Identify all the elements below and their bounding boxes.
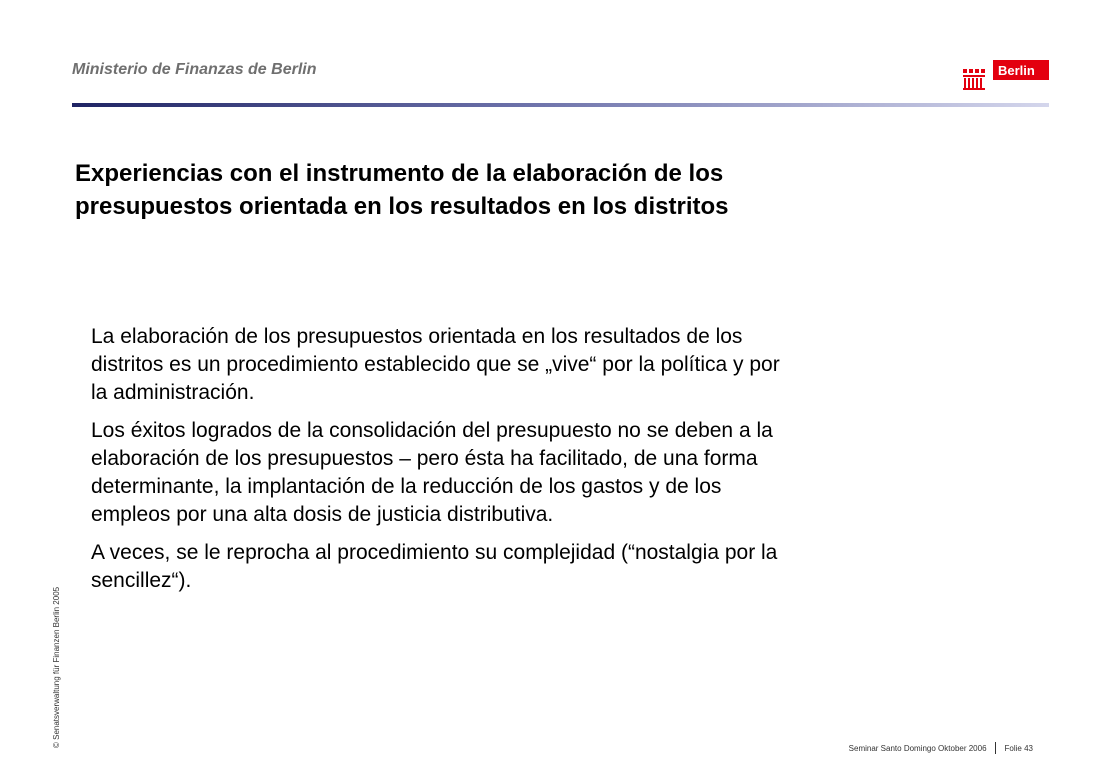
footer-divider — [995, 742, 996, 754]
side-copyright: © Senatsverwaltung für Finanzen Berlin 2005 — [52, 586, 61, 748]
paragraph-line: A veces, se le reprocha al procedimiento su complejidad (“nostalgia por la — [91, 541, 778, 564]
paragraph-line: determinante, la implantación de la reducción de los gastos y de los — [91, 475, 722, 498]
paragraph-line: distritos es un procedimiento establecido que se „vive“ por la política y por — [91, 353, 780, 376]
paragraph-line: sencillez“). — [91, 569, 192, 592]
paragraph-line: La elaboración de los presupuestos orientada en los resultados de los — [91, 325, 743, 348]
bear-emblem-icon — [963, 69, 985, 90]
body-paragraph — [91, 539, 991, 595]
paragraph-line: Los éxitos logrados de la consolidación del presupuesto no se deben a la — [91, 419, 773, 442]
logo-wordmark: Berlin — [998, 63, 1035, 78]
slide-body — [91, 323, 991, 605]
paragraph-line: la administración. — [91, 381, 255, 404]
header-rule — [72, 103, 1049, 107]
body-paragraph — [91, 417, 991, 529]
footer — [849, 742, 1033, 754]
slide-title-line: Experiencias con el instrumento de la elaboración de los — [75, 160, 724, 187]
slide-title — [75, 157, 975, 223]
slide-title-line: presupuestos orientada en los resultados en los distritos — [75, 193, 729, 220]
berlin-logo — [963, 60, 1049, 90]
paragraph-line: elaboración de los presupuestos – pero ésta ha facilitado, de una forma — [91, 447, 758, 470]
paragraph-line: empleos por una alta dosis de justicia distributiva. — [91, 503, 554, 526]
body-paragraph — [91, 323, 991, 407]
seminar-label: Seminar Santo Domingo Oktober 2006 — [848, 743, 987, 753]
ministry-name: Ministerio de Finanzas de Berlin — [72, 61, 317, 78]
folio-number: Folie 43 — [1004, 743, 1033, 753]
